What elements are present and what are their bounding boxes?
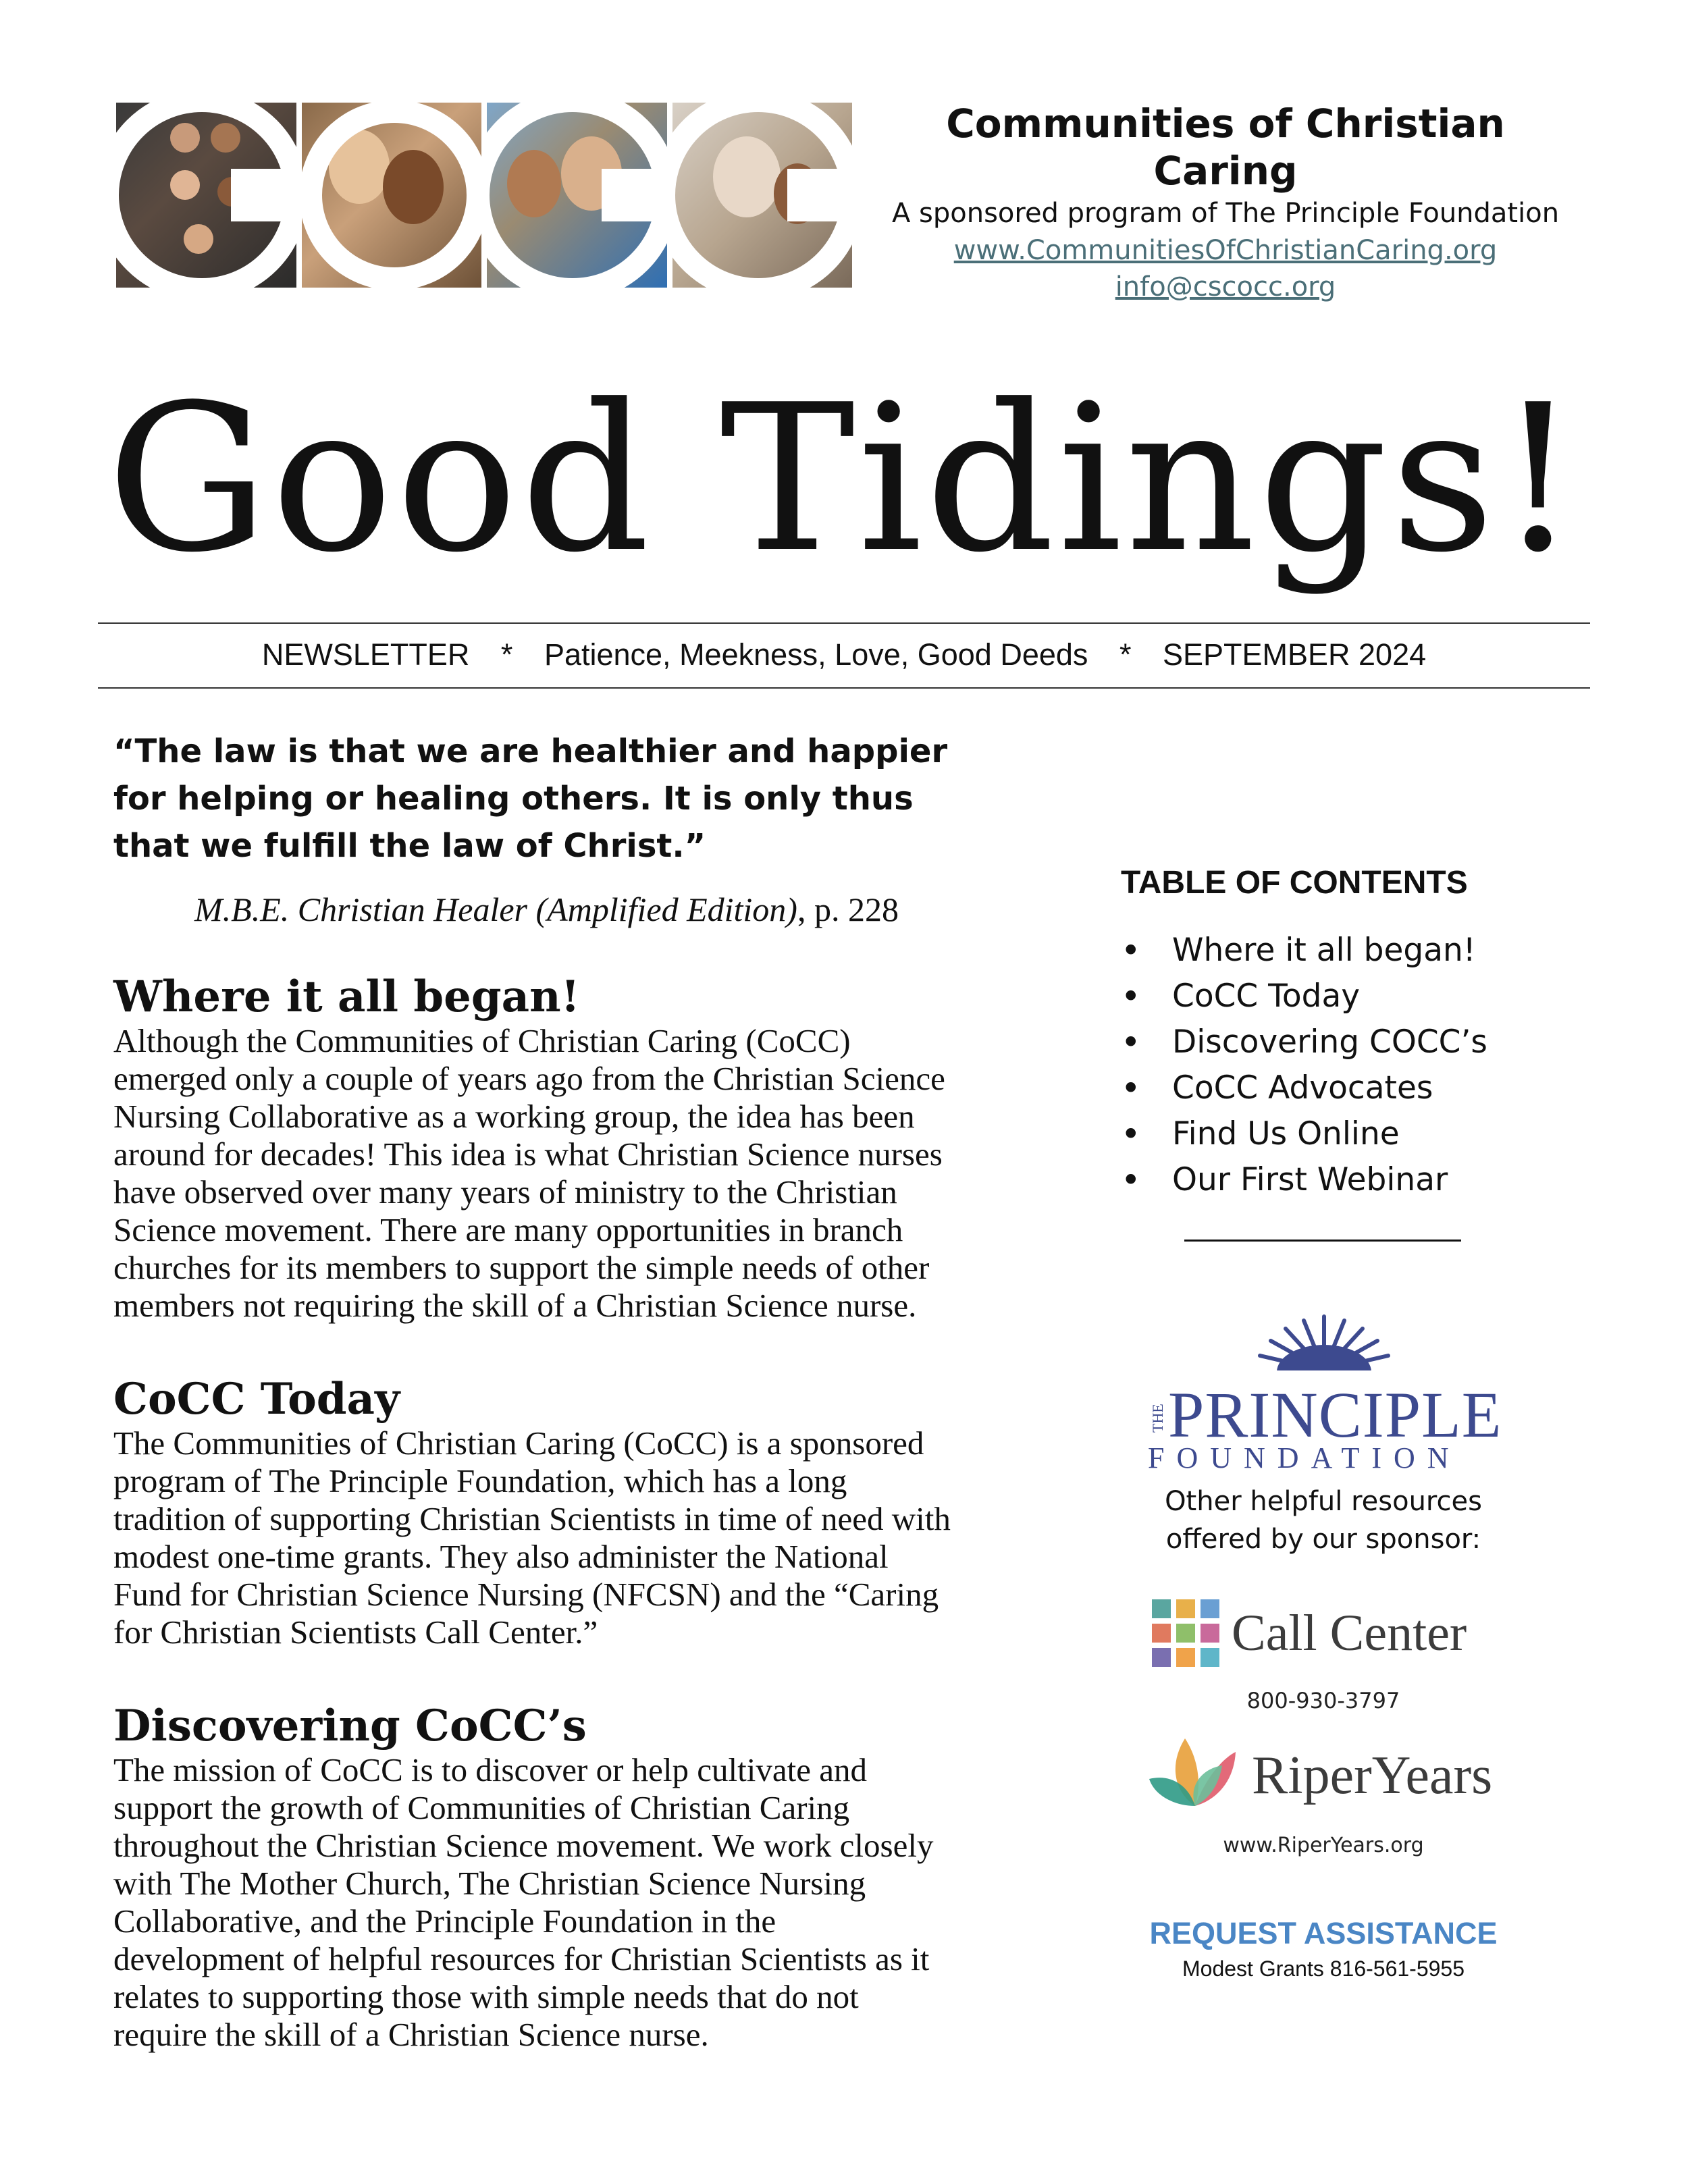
call-center-logo[interactable]: [1152, 1596, 1503, 1670]
svg-text:THE: THE: [1149, 1404, 1166, 1433]
toc-title: TABLE OF CONTENTS: [1121, 865, 1468, 901]
grid-square: [1152, 1599, 1171, 1618]
riper-years-url[interactable]: www.RiperYears.org: [1223, 1834, 1424, 1857]
article-heading: Where it all began!: [113, 971, 580, 1022]
grid-square: [1176, 1648, 1195, 1667]
grid-square: [1201, 1599, 1219, 1618]
newsletter-label: NEWSLETTER: [261, 637, 470, 672]
featured-quote: “The law is that we are healthier and happier for helping or healing others. It is only thus that we fulfill the law of Christ.”: [113, 733, 948, 865]
toc-divider: [1184, 1240, 1461, 1242]
org-tagline: A sponsored program of The Principle Foundation: [891, 198, 1560, 229]
separator-star: *: [1119, 637, 1132, 672]
article-discovering-coccs: [113, 1701, 1059, 2054]
toc-item[interactable]: • Where it all began!: [1121, 928, 1487, 974]
svg-text:PRINCIPLE: PRINCIPLE: [1168, 1379, 1502, 1451]
toc-item[interactable]: • CoCC Today: [1121, 974, 1487, 1019]
riper-years-name: RiperYears: [1252, 1746, 1493, 1805]
article-heading: Discovering CoCC’s: [113, 1701, 587, 1751]
issue-tagline: [0, 628, 1688, 682]
article-body: The mission of CoCC is to discover or help cultivate and support the growth of Communities of Christian Caring throughout the Christian Science movement. We work closely with The Mother Church, The Christian Science Nursing Collaborative, and the Principle Foundation in the development of helpful resources for Christian Scientists as it relates to supporting those with simple needs that do not require the skill of a Christian Science nurse.: [113, 1751, 934, 2053]
issue-date: SEPTEMBER 2024: [1162, 637, 1427, 672]
request-assistance-link[interactable]: REQUEST ASSISTANCE: [1149, 1916, 1498, 1950]
toc-item[interactable]: • CoCC Advocates: [1121, 1065, 1487, 1111]
helpful-resources-text: Other helpful resources offered by our sponsor:: [1165, 1486, 1482, 1555]
toc-list: [1121, 928, 1487, 1203]
divider-top: [98, 622, 1590, 624]
article-body: Although the Communities of Christian Caring (CoCC) emerged only a couple of years ago from the Christian Science Nursing Collaborative as a working group, the idea has been around for decades! This idea is what Christian Science nurses have observed over many years of ministry to the Christian Science movement. There are many opportunities in branch churches for its members to support the simple needs of other members not requiring the skill of a Christian Science nurse.: [113, 1022, 945, 1324]
toc-item[interactable]: • Discovering COCC’s: [1121, 1019, 1487, 1065]
grid-square: [1201, 1624, 1219, 1643]
grid-square: [1152, 1648, 1171, 1667]
logo-tile-o1: [302, 103, 482, 288]
citation-page: , p. 228: [797, 890, 899, 928]
article-cocc-today: [113, 1375, 1059, 1651]
quote-citation: [194, 886, 1005, 933]
org-name: Communities of Christian Caring: [946, 101, 1505, 194]
toc-item[interactable]: • Our First Webinar: [1121, 1157, 1487, 1203]
leaf-petals-icon: [1148, 1732, 1242, 1819]
grid-square: [1176, 1624, 1195, 1643]
sunburst-icon: [1138, 1310, 1510, 1472]
logo-tile-c3: [672, 103, 853, 288]
grid-square: [1176, 1599, 1195, 1618]
riper-years-logo[interactable]: [1148, 1728, 1526, 1823]
article-body: The Communities of Christian Caring (CoCC) is a sponsored program of The Principle Foundation, which has a long tradition of supporting Christian Scientists in time of need with modest one-time grants. They also administer the National Fund for Christian Science Nursing (NFCSN) and the “Caring for Christian Scientists Call Center.”: [113, 1424, 951, 1651]
article-where-it-all-began: [113, 972, 1059, 1325]
principle-foundation-logo: [1138, 1310, 1510, 1472]
email-link[interactable]: info@cscocc.org: [1115, 271, 1336, 302]
citation-title: M.B.E. Christian Healer (Amplified Edition): [194, 890, 797, 928]
logo-tile-c1: [116, 103, 296, 288]
org-header: [878, 100, 1573, 305]
website-link[interactable]: www.CommunitiesOfChristianCaring.org: [953, 235, 1498, 266]
grid-square: [1152, 1624, 1171, 1643]
cocc-logo-collage: [116, 103, 852, 288]
svg-text:FOUNDATION: FOUNDATION: [1148, 1441, 1461, 1472]
separator-star: *: [500, 637, 513, 672]
logo-tile-c2: [487, 103, 667, 288]
newsletter-title: Good Tidings!: [106, 361, 1582, 597]
divider-bottom: [98, 687, 1590, 689]
grid-square: [1201, 1648, 1219, 1667]
toc-item[interactable]: • Find Us Online: [1121, 1111, 1487, 1157]
issue-theme: Patience, Meekness, Love, Good Deeds: [544, 637, 1088, 672]
article-heading: CoCC Today: [113, 1374, 400, 1424]
call-center-grid-icon: [1152, 1599, 1219, 1667]
call-center-phone[interactable]: 800-930-3797: [1246, 1688, 1400, 1713]
modest-grants-phone[interactable]: Modest Grants 816-561-5955: [1182, 1956, 1465, 1981]
call-center-name: Call Center: [1232, 1605, 1467, 1661]
